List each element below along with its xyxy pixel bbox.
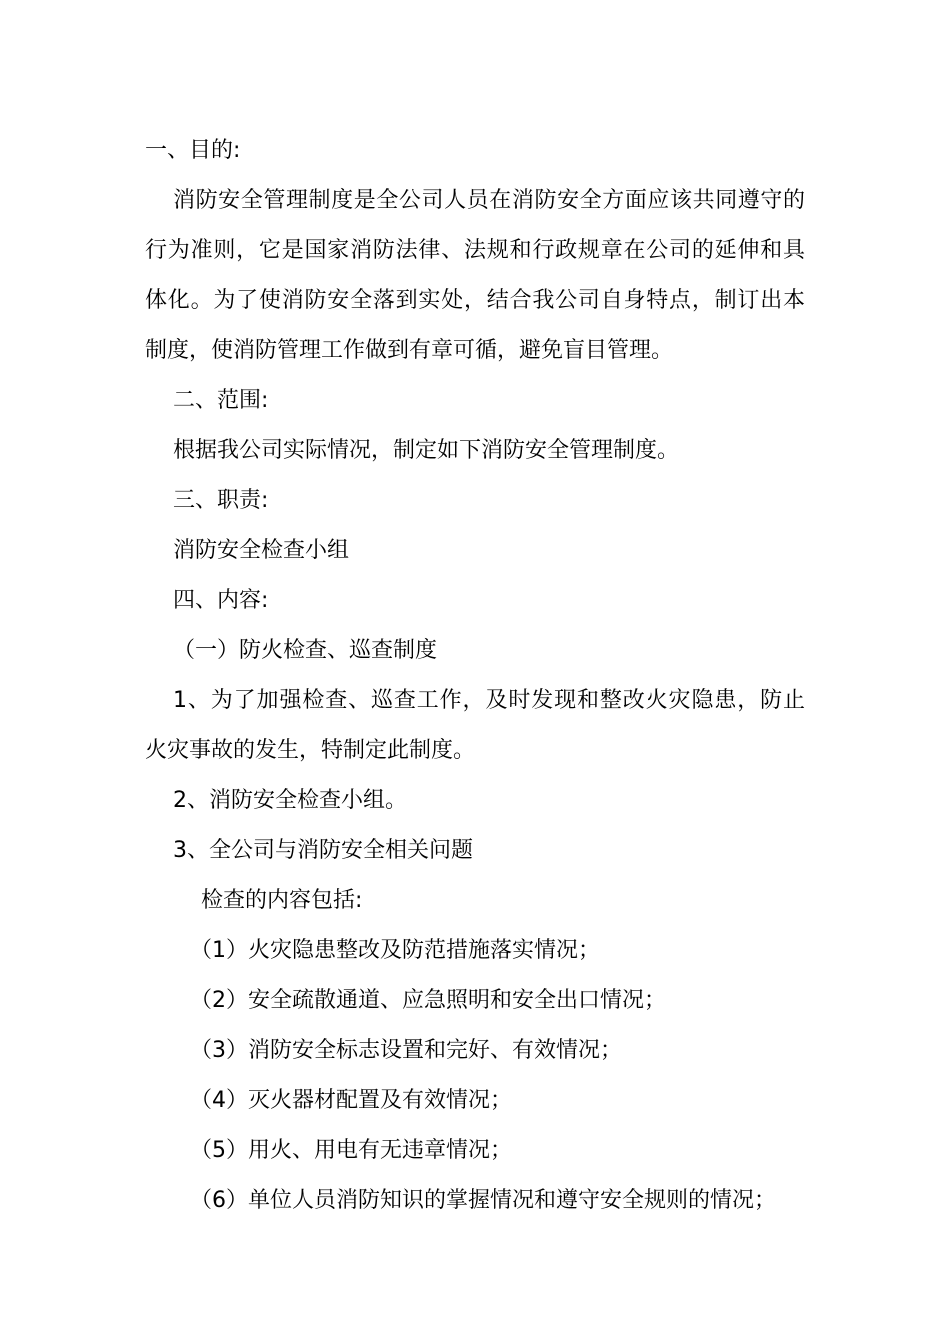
check-item: （2）安全疏散通道、应急照明和安全出口情况； — [190, 988, 666, 1013]
item-1-line: 火灾事故的发生，特制定此制度。 — [145, 738, 476, 763]
check-item: （5）用火、用电有无违章情况； — [190, 1138, 512, 1163]
content-heading: 四、内容: — [173, 588, 269, 613]
item-2: 2、消防安全检查小组。 — [173, 788, 407, 813]
check-intro: 检查的内容包括: — [201, 888, 363, 913]
subsection-heading: （一）防火检查、巡查制度 — [173, 638, 438, 663]
check-item: （1）火灾隐患整改及防范措施落实情况； — [190, 938, 600, 963]
purpose-heading: 一、目的: — [145, 138, 241, 163]
purpose-paragraph-line: 行为准则，它是国家消防法律、法规和行政规章在公司的延伸和具 — [145, 238, 805, 263]
purpose-paragraph-line: 消防安全管理制度是全公司人员在消防安全方面应该共同遵守的 — [173, 188, 805, 213]
check-item: （4）灭火器材配置及有效情况； — [190, 1088, 512, 1113]
check-item: （3）消防安全标志设置和完好、有效情况； — [190, 1038, 622, 1063]
duty-text: 消防安全检查小组 — [173, 538, 350, 563]
item-3: 3、全公司与消防安全相关问题 — [173, 838, 473, 863]
purpose-paragraph-line: 体化。为了使消防安全落到实处，结合我公司自身特点，制订出本 — [145, 288, 805, 313]
item-1-line: 1、为了加强检查、巡查工作，及时发现和整改火灾隐患，防止 — [173, 688, 805, 713]
check-item: （6）单位人员消防知识的掌握情况和遵守安全规则的情况； — [190, 1188, 776, 1213]
scope-text: 根据我公司实际情况，制定如下消防安全管理制度。 — [173, 438, 680, 463]
scope-heading: 二、范围: — [173, 388, 269, 413]
duty-heading: 三、职责: — [173, 488, 269, 513]
purpose-paragraph-line: 制度，使消防管理工作做到有章可循，避免盲目管理。 — [145, 338, 674, 363]
